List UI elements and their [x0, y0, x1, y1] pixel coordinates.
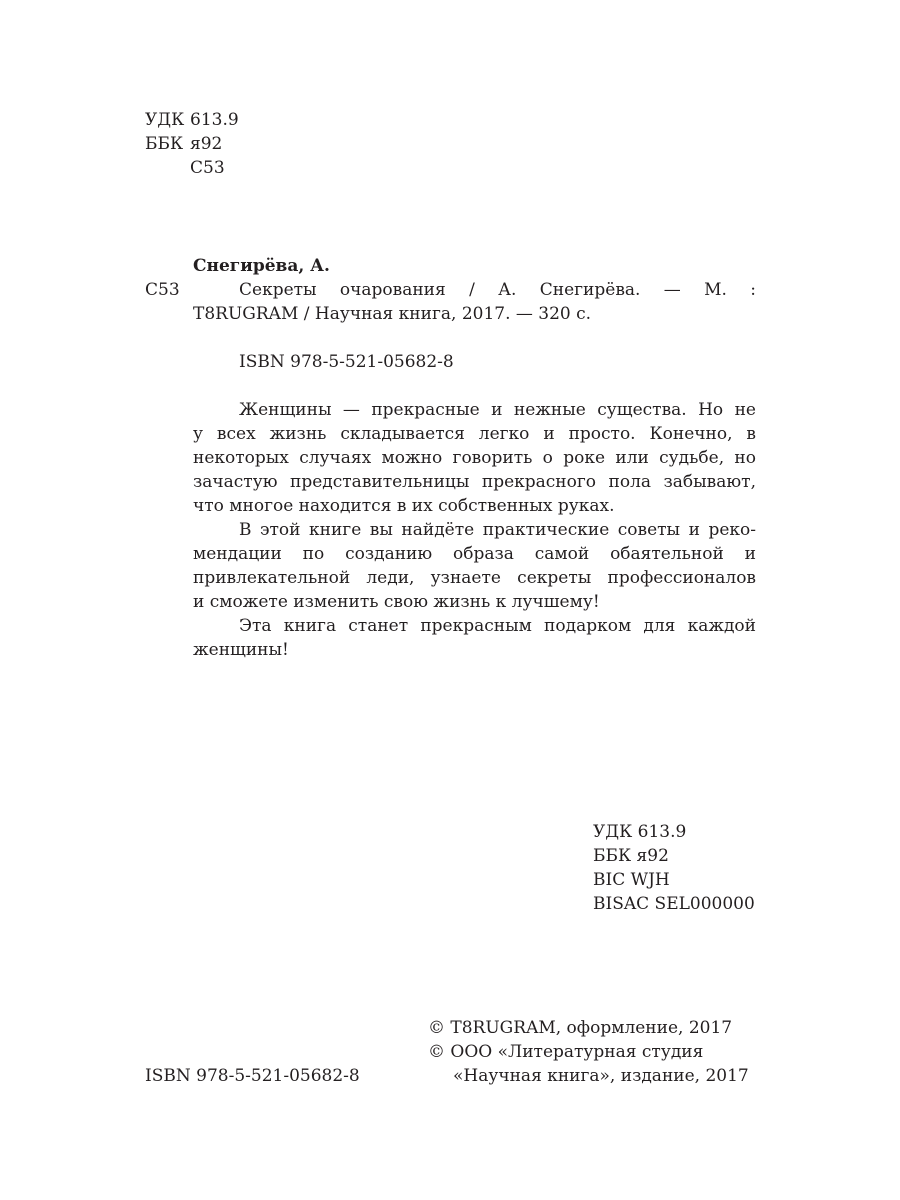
card-isbn: ISBN 978-5-521-05682-8 — [239, 352, 454, 372]
card-author-code: С53 — [145, 280, 180, 300]
annotation-line: женщины! — [193, 640, 289, 660]
annotation-line: привлекательной леди, узнаете секреты профессионалов — [193, 568, 756, 588]
card-title-line: T8RUGRAM / Научная книга, 2017. — 320 с. — [193, 304, 592, 324]
bbk-label: ББК — [145, 134, 184, 154]
annotation-line: Эта книга станет прекрасным подарком для каждой — [239, 616, 756, 636]
annotation-line: зачастую представительницы прекрасного пола забывают, — [193, 472, 756, 492]
bbk-bottom: ББК я92 — [593, 846, 669, 866]
annotation-line: мендации по созданию образа самой обаятельной и — [193, 544, 756, 564]
catalogue-codes-bottom — [593, 820, 755, 916]
annotation-line: некоторых случаях можно говорить о роке или судьбе, но — [193, 448, 756, 468]
annotation-line: В этой книге вы найдёте практические советы и реко- — [239, 520, 756, 540]
annotation-line: и сможете изменить свою жизнь к лучшему! — [193, 592, 600, 612]
catalogue-codes-top — [145, 108, 239, 180]
udk-row — [145, 108, 239, 132]
card-title-line: Секреты очарования / А. Снегирёва. — М. : — [239, 280, 756, 300]
annotation-line: Женщины — прекрасные и нежные существа. Но не — [239, 400, 756, 420]
author-code-top: С53 — [190, 158, 225, 178]
author-code-row — [145, 156, 239, 180]
annotation-line: что многое находится в их собственных руках. — [193, 496, 615, 516]
udk-bottom: УДК 613.9 — [593, 822, 687, 842]
bbk-row — [145, 132, 239, 156]
copyright-line: «Научная книга», издание, 2017 — [453, 1066, 749, 1086]
isbn-bottom: ISBN 978-5-521-05682-8 — [145, 1066, 360, 1086]
annotation-line: у всех жизнь складывается легко и просто. Конечно, в — [193, 424, 756, 444]
bic-code: BIC WJH — [593, 870, 670, 890]
bbk-value: я92 — [190, 134, 223, 154]
copyright-line: © T8RUGRAM, оформление, 2017 — [428, 1018, 733, 1038]
card-author: Снегирёва, А. — [193, 256, 330, 276]
udk-value: 613.9 — [190, 110, 239, 130]
copyright-line: © ООО «Литературная студия — [428, 1042, 704, 1062]
copyright-block — [428, 1016, 749, 1088]
bisac-code: BISAC SEL000000 — [593, 894, 755, 914]
udk-label: УДК — [145, 110, 185, 130]
